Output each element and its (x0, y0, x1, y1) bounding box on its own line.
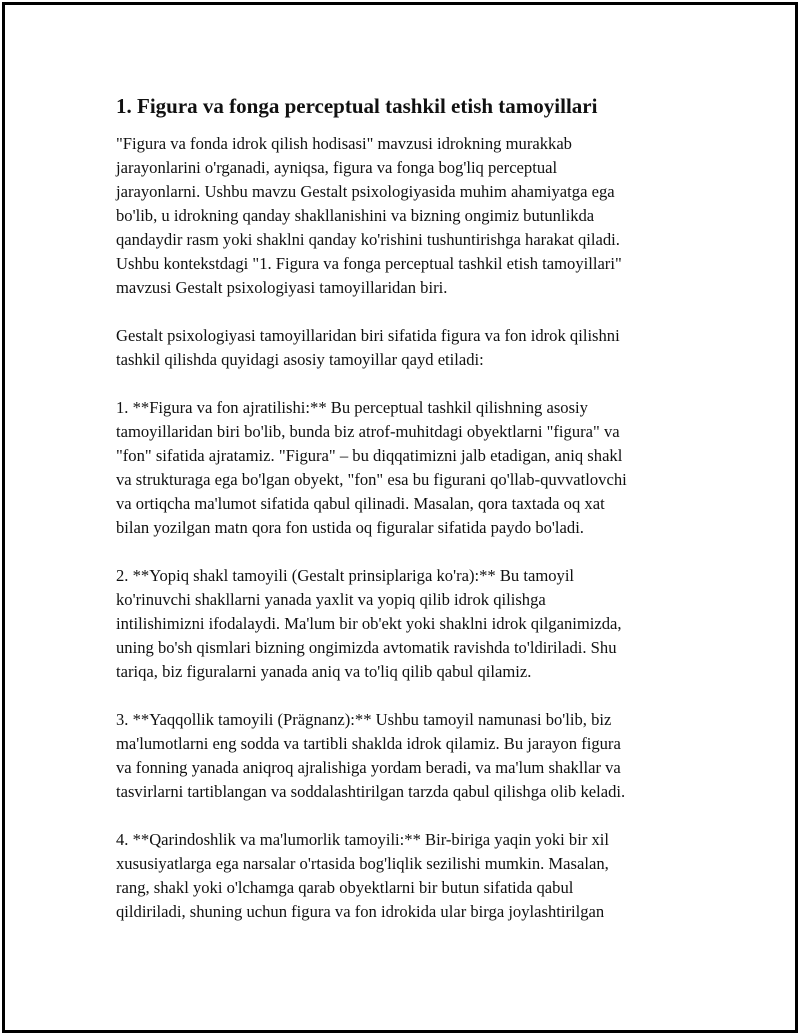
text-line: 1. **Figura va fon ajratilishi:** Bu perceptual tashkil qilishning asosiy (116, 398, 588, 417)
text-line: tasvirlarni tartiblangan va soddalashtirilgan tarzda qabul qilishga olib keladi. (116, 782, 626, 801)
text-line: jarayonlarini o'rganadi, ayniqsa, figura va fonga bog'liq perceptual (116, 158, 558, 177)
paragraph-intro (116, 132, 696, 300)
text-line: qildiriladi, shuning uchun figura va fon idrokida ular birga joylashtirilgan (116, 902, 605, 921)
text-line: rang, shakl yoki o'lchamga qarab obyektlarni bir butun sifatida qabul (116, 878, 574, 897)
document-body (116, 92, 696, 948)
paragraph-principle-2 (116, 564, 696, 684)
text-line: bilan yozilgan matn qora fon ustida oq figuralar sifatida paydo bo'ladi. (116, 518, 584, 537)
paragraph-principle-4 (116, 828, 696, 924)
text-line: va fonning yanada aniqroq ajralishiga yordam beradi, va ma'lum shakllar va (116, 758, 621, 777)
text-line: "Figura va fonda idrok qilish hodisasi" mavzusi idrokning murakkab (116, 134, 572, 153)
paragraph-principle-3 (116, 708, 696, 804)
text-line: Ushbu kontekstdagi "1. Figura va fonga perceptual tashkil etish tamoyillari" (116, 254, 622, 273)
paragraph-principle-1 (116, 396, 696, 540)
text-line: xususiyatlarga ega narsalar o'rtasida bog'liqlik sezilishi mumkin. Masalan, (116, 854, 609, 873)
paragraph-principles-intro (116, 324, 696, 372)
text-line: intilishimizni ifodalaydi. Ma'lum bir ob'ekt yoki shaklni idrok qilganimizda, (116, 614, 622, 633)
text-line: va strukturaga ega bo'lgan obyekt, "fon" esa bu figurani qo'llab-quvvatlovchi (116, 470, 627, 489)
text-line: 4. **Qarindoshlik va ma'lumorlik tamoyili:** Bir-biriga yaqin yoki bir xil (116, 830, 610, 849)
text-line: qandaydir rasm yoki shaklni qanday ko'rishini tushuntirishga harakat qiladi. (116, 230, 620, 249)
text-line: tariqa, biz figuralarni yanada aniq va to'liq qilib qabul qilamiz. (116, 662, 532, 681)
text-line: Gestalt psixologiyasi tamoyillaridan biri sifatida figura va fon idrok qilishni (116, 326, 620, 345)
text-line: 2. **Yopiq shakl tamoyili (Gestalt prinsiplariga ko'ra):** Bu tamoyil (116, 566, 575, 585)
text-line: jarayonlarni. Ushbu mavzu Gestalt psixologiyasida muhim ahamiyatga ega (116, 182, 615, 201)
text-line: uning bo'sh qismlari bizning ongimizda avtomatik ravishda to'ldiriladi. Shu (116, 638, 617, 657)
text-line: ko'rinuvchi shakllarni yanada yaxlit va yopiq qilib idrok qilishga (116, 590, 546, 609)
text-line: 3. **Yaqqollik tamoyili (Prägnanz):** Ushbu tamoyil namunasi bo'lib, biz (116, 710, 612, 729)
text-line: mavzusi Gestalt psixologiyasi tamoyillaridan biri. (116, 278, 448, 297)
text-line: tamoyillaridan biri bo'lib, bunda biz atrof-muhitdagi obyektlarni "figura" va (116, 422, 620, 441)
text-line: bo'lib, u idrokning qanday shakllanishini va bizning ongimiz butunlikda (116, 206, 595, 225)
text-line: "fon" sifatida ajratamiz. "Figura" – bu diqqatimizni jalb etadigan, aniq shakl (116, 446, 623, 465)
section-heading: 1. Figura va fonga perceptual tashkil etish tamoyillari (116, 94, 598, 118)
text-line: tashkil qilishda quyidagi asosiy tamoyillar qayd etiladi: (116, 350, 484, 369)
text-line: va ortiqcha ma'lumot sifatida qabul qilinadi. Masalan, qora taxtada oq xat (116, 494, 605, 513)
text-line: ma'lumotlarni eng sodda va tartibli shaklda idrok qilamiz. Bu jarayon figura (116, 734, 621, 753)
